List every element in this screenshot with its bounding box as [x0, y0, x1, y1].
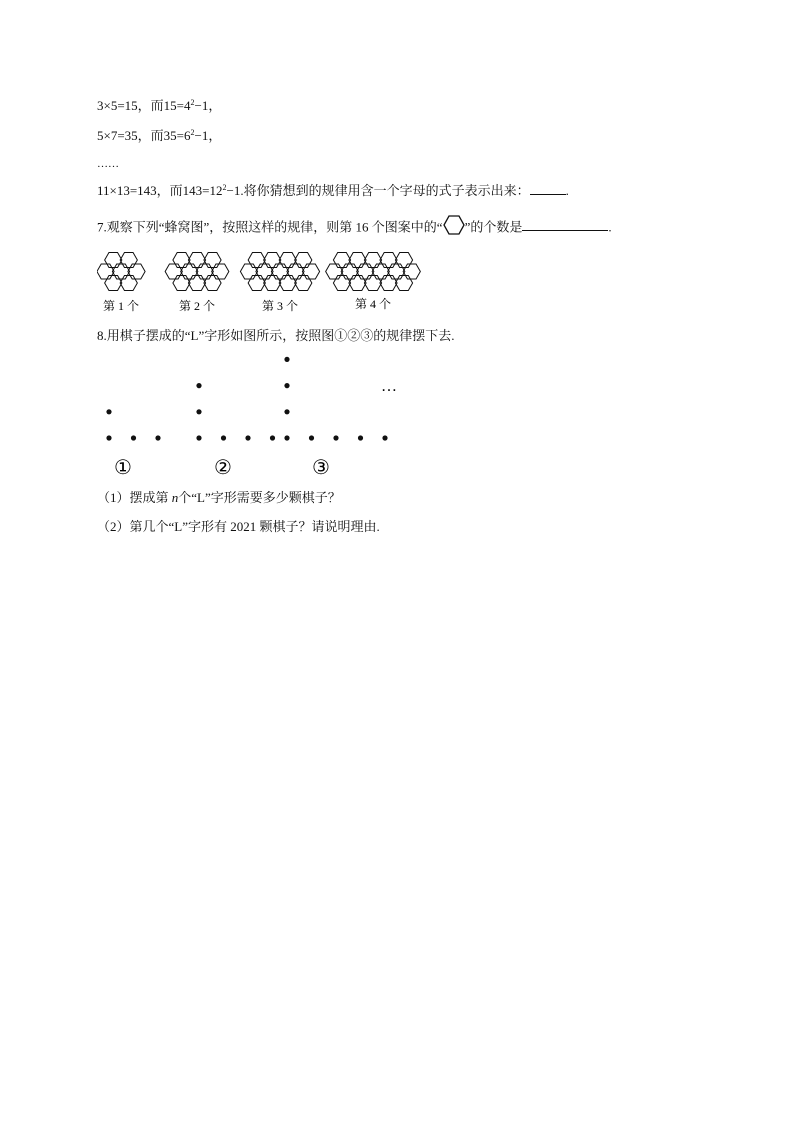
chess-piece-dot	[106, 409, 111, 414]
continuation-ellipsis: …	[381, 378, 397, 395]
sub1-text-start: （1）摆成第	[97, 490, 172, 505]
hexagon-cell	[112, 264, 129, 279]
chess-piece-dot	[155, 435, 160, 440]
hexagon-cell	[364, 276, 381, 291]
hexagon-cell	[105, 276, 122, 291]
figure-caption-3: 第 3 个	[261, 299, 299, 313]
chess-piece-dot	[196, 435, 201, 440]
equation-4-text: 11×13=143，而143=12	[97, 183, 223, 198]
hexagon-cell	[240, 264, 257, 279]
hexagon-cell	[372, 264, 389, 279]
q7-text-start: 7.观察下列“蜂窝图”，按照这样的规律，则第 16 个图案中的“	[97, 219, 443, 235]
chess-piece-dot	[284, 435, 289, 440]
chess-piece-dot	[196, 409, 201, 414]
chess-piece-dot	[106, 435, 111, 440]
q8-text: 8.用棋子摆成的“L”字形如图所示，按照图①②③的规律摆下去.	[97, 328, 455, 343]
figure-caption-2: 第 2 个	[178, 299, 216, 313]
period: .	[608, 219, 612, 235]
hexagon-cell	[248, 276, 265, 291]
chess-piece-dot	[221, 435, 226, 440]
equation-line-1	[97, 98, 221, 114]
hexagon-cell	[128, 264, 145, 279]
hexagon-cell	[173, 253, 190, 268]
question-8-part-2	[97, 519, 380, 535]
hexagon-cell	[388, 264, 405, 279]
l-shape-dots	[106, 357, 387, 441]
hexagon-cell	[173, 276, 190, 291]
equation-4-tail: −1.将你猜想到的规律用含一个字母的式子表示出来：	[226, 183, 530, 198]
sub1-text-end: 个“L”字形需要多少颗棋子？	[178, 490, 341, 505]
equation-line-2	[97, 128, 221, 144]
answer-blank[interactable]	[530, 182, 566, 195]
hexagon-cell	[333, 253, 350, 268]
figure-label-2: ②	[214, 457, 232, 478]
chess-piece-dot	[284, 383, 289, 388]
hexagon-cell	[341, 264, 358, 279]
chess-piece-dot	[196, 383, 201, 388]
l-shape-figures	[97, 348, 417, 478]
hexagon-cell	[212, 264, 229, 279]
question-8	[97, 328, 454, 344]
exponent: 2	[222, 183, 227, 192]
hexagon-cell	[357, 264, 374, 279]
honeycomb-figure-2	[165, 253, 229, 291]
hexagon-cell	[287, 264, 304, 279]
figure-label-1: ①	[114, 457, 132, 478]
chess-piece-dot	[333, 435, 338, 440]
hexagon-cell	[97, 264, 114, 279]
exponent: 2	[190, 128, 195, 137]
hexagon-cell	[120, 253, 137, 268]
ellipsis-text: ……	[97, 158, 119, 170]
hexagon-cell	[271, 264, 288, 279]
hexagon-cell	[248, 253, 265, 268]
hexagon-cell	[188, 276, 205, 291]
question-8-part-1	[97, 490, 341, 506]
exponent: 2	[190, 98, 195, 107]
chess-piece-dot	[309, 435, 314, 440]
hexagon-cell	[264, 276, 281, 291]
equation-1-tail: −1，	[194, 98, 222, 113]
hexagon-cell	[105, 253, 122, 268]
hexagon-cell	[188, 253, 205, 268]
hexagon-cell	[181, 264, 198, 279]
hexagon-cell	[364, 253, 381, 268]
hexagon-cell	[349, 276, 366, 291]
hexagon-cell	[256, 264, 273, 279]
hexagon-cell	[403, 264, 420, 279]
hexagon-cell	[326, 264, 343, 279]
hexagon-cell	[204, 276, 221, 291]
chess-piece-dot	[131, 435, 136, 440]
chess-piece-dot	[358, 435, 363, 440]
honeycomb-figures	[97, 246, 457, 316]
answer-blank[interactable]	[522, 218, 608, 231]
hexagon-cell	[204, 253, 221, 268]
honeycomb-figure-1	[97, 253, 145, 291]
hexagon-cell	[120, 276, 137, 291]
hexagon-icon	[443, 214, 465, 243]
honeycomb-figure-3	[240, 253, 319, 291]
hexagon-cell	[395, 276, 412, 291]
ellipsis-line	[97, 156, 119, 172]
hexagon-cell	[295, 276, 312, 291]
honeycomb-figure-4	[326, 253, 421, 291]
question-7	[97, 214, 612, 243]
chess-piece-dot	[284, 409, 289, 414]
hexagon-cell	[295, 253, 312, 268]
variable-n: n	[171, 490, 179, 505]
figure-label-3: ③	[312, 457, 330, 478]
hexagon-cell	[380, 276, 397, 291]
equation-2-text: 5×7=35，而35=6	[97, 128, 191, 143]
hexagon-cell	[264, 253, 281, 268]
hexagon-cell	[395, 253, 412, 268]
figure-caption-4: 第 4 个	[354, 297, 392, 311]
chess-piece-dot	[382, 435, 387, 440]
equation-line-4	[97, 182, 569, 199]
chess-piece-dot	[245, 435, 250, 440]
hexagon-cell	[196, 264, 213, 279]
chess-piece-dot	[270, 435, 275, 440]
hexagon-cell	[279, 276, 296, 291]
hexagon-cell	[380, 253, 397, 268]
hexagon-cell	[279, 253, 296, 268]
equation-1-text: 3×5=15，而15=4	[97, 98, 191, 113]
hexagon-cell	[349, 253, 366, 268]
hexagon-cell	[165, 264, 182, 279]
sub2-text: （2）第几个“L”字形有 2021 颗棋子？请说明理由.	[97, 519, 380, 534]
hexagon-cell	[302, 264, 319, 279]
period: .	[565, 183, 569, 198]
q7-text-mid: ”的个数是	[464, 219, 523, 235]
figure-caption-1: 第 1 个	[102, 299, 140, 313]
hexagon-cell	[333, 276, 350, 291]
equation-2-tail: −1，	[194, 128, 222, 143]
chess-piece-dot	[284, 357, 289, 362]
